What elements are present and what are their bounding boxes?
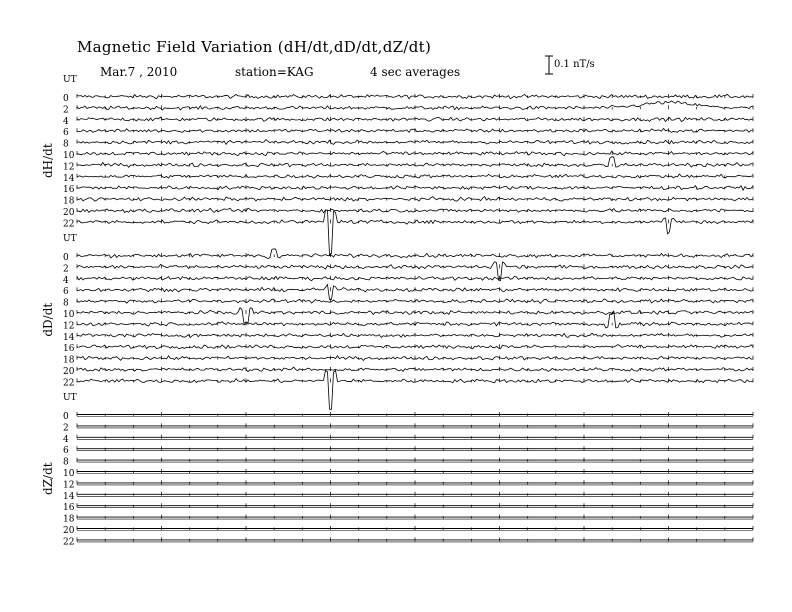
tick-marks — [77, 344, 753, 348]
row-label: 6 — [63, 446, 69, 457]
ut-axis-label: UT — [63, 234, 77, 244]
row-label: 2 — [63, 264, 69, 275]
row-label: 4 — [63, 275, 69, 286]
tick-marks — [77, 412, 753, 416]
row-label: 0 — [63, 94, 69, 104]
scale-bar-label: 0.1 nT/s — [554, 59, 595, 70]
row-label: 16 — [63, 185, 75, 196]
row-label: 18 — [63, 355, 75, 366]
trace-line — [77, 210, 753, 255]
panel-label: dH/dt — [41, 143, 55, 179]
tick-marks — [77, 446, 753, 450]
ut-axis-label: UT — [63, 75, 77, 85]
row-label: 8 — [63, 457, 69, 468]
tick-marks — [77, 492, 753, 496]
tick-marks — [77, 435, 753, 439]
row-label: 22 — [63, 219, 75, 230]
row-label: 0 — [63, 253, 69, 263]
row-label: 14 — [63, 173, 75, 184]
row-label: 18 — [63, 196, 75, 207]
averaging-label: 4 sec averages — [370, 65, 461, 79]
row-label: 2 — [63, 423, 69, 434]
row-label: 12 — [63, 162, 75, 173]
row-label: 4 — [63, 434, 69, 445]
row-label: 20 — [63, 367, 75, 377]
row-label: 0 — [63, 412, 69, 422]
row-label: 16 — [63, 503, 75, 514]
tick-marks — [77, 526, 753, 530]
row-label: 12 — [63, 480, 75, 491]
row-label: 6 — [63, 287, 69, 298]
tick-marks — [77, 423, 753, 427]
panel-dddt — [41, 234, 753, 409]
tick-marks — [77, 537, 753, 541]
row-label: 18 — [63, 514, 75, 525]
tick-marks — [77, 503, 753, 507]
tick-marks — [77, 480, 753, 484]
panel-label: dZ/dt — [41, 462, 55, 495]
trace-line — [77, 157, 753, 168]
row-label: 12 — [63, 321, 75, 332]
row-label: 10 — [63, 469, 75, 479]
date-label: Mar.7 , 2010 — [100, 65, 178, 79]
trace-line — [77, 370, 753, 409]
row-label: 20 — [63, 526, 75, 536]
trace-line — [77, 284, 753, 299]
row-label: 14 — [63, 332, 75, 343]
row-label: 10 — [63, 310, 75, 320]
row-label: 22 — [63, 378, 75, 389]
scale-bar — [545, 56, 553, 74]
row-label: 22 — [63, 537, 75, 548]
row-label: 14 — [63, 491, 75, 502]
row-label: 10 — [63, 151, 75, 161]
row-label: 20 — [63, 208, 75, 218]
tick-marks — [77, 515, 753, 519]
row-label: 6 — [63, 128, 69, 139]
row-label: 8 — [63, 298, 69, 309]
panel-dhdt — [41, 75, 753, 255]
tick-marks — [77, 458, 753, 462]
chart-title: Magnetic Field Variation (dH/dt,dD/dt,dZ/dt) — [77, 38, 432, 56]
ut-axis-label: UT — [63, 393, 77, 403]
row-label: 8 — [63, 139, 69, 150]
tick-marks — [77, 299, 753, 303]
station-label: station=KAG — [235, 65, 314, 79]
row-label: 4 — [63, 116, 69, 127]
panel-dzdt — [41, 393, 753, 547]
row-label: 16 — [63, 344, 75, 355]
tick-marks — [77, 469, 753, 473]
panel-label: dD/dt — [41, 302, 55, 337]
row-label: 2 — [63, 105, 69, 116]
